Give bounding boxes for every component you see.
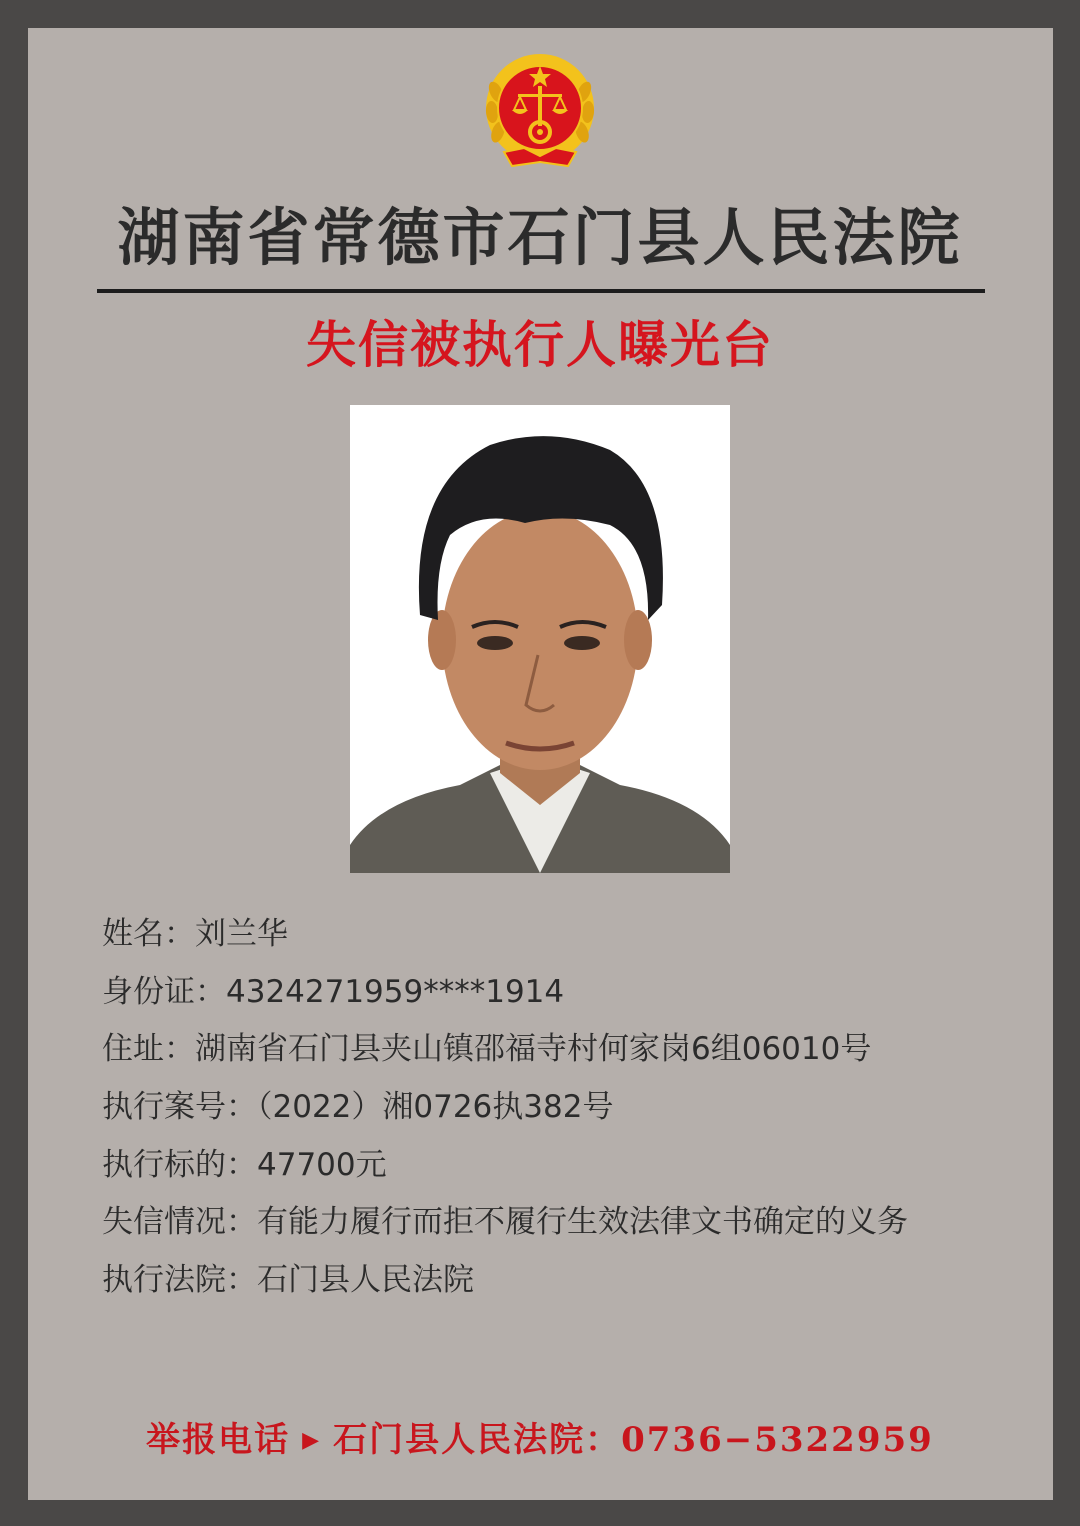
- name-value: 刘兰华: [195, 916, 288, 952]
- id-label: 身份证：: [102, 973, 226, 1010]
- name-label: 姓名：: [102, 916, 195, 952]
- person-photo: [350, 405, 730, 873]
- court-label: 执行法院：: [102, 1262, 257, 1299]
- status-value: 有能力履行而拒不履行生效法律文书确定的义务: [257, 1204, 908, 1241]
- address-value: 湖南省石门县夹山镇邵福寺村何家岗6组06010号: [195, 1031, 872, 1068]
- amount-label: 执行标的：: [102, 1146, 257, 1183]
- address-label: 住址：: [102, 1031, 195, 1068]
- exposure-subtitle: 失信被执行人曝光台: [306, 316, 774, 374]
- title-divider: [97, 289, 985, 293]
- report-phone: 石门县人民法院：0736−5322959: [333, 1420, 934, 1460]
- report-hotline: [0, 1412, 1080, 1468]
- info-row-status: [102, 1196, 908, 1254]
- info-row-name: [102, 908, 908, 966]
- person-portrait-icon: [350, 405, 730, 873]
- report-label: 举报电话: [146, 1420, 291, 1460]
- info-row-id: [102, 966, 908, 1024]
- court-name-title: 湖南省常德市石门县人民法院: [117, 201, 963, 274]
- court-value: 石门县人民法院: [257, 1262, 474, 1299]
- status-label: 失信情况：: [102, 1204, 257, 1241]
- info-row-address: [102, 1023, 908, 1081]
- info-row-court: [102, 1254, 908, 1312]
- amount-value: 47700元: [257, 1146, 387, 1183]
- info-row-case: [102, 1081, 908, 1139]
- person-info: [102, 908, 908, 1312]
- case-value: （2022）湘0726执382号: [257, 1089, 614, 1126]
- court-emblem-icon: [484, 52, 596, 174]
- arrow-right-icon: ▶: [302, 1427, 322, 1453]
- info-row-amount: [102, 1139, 908, 1197]
- id-value: 4324271959****1914: [226, 973, 565, 1010]
- case-label: 执行案号：: [102, 1089, 257, 1126]
